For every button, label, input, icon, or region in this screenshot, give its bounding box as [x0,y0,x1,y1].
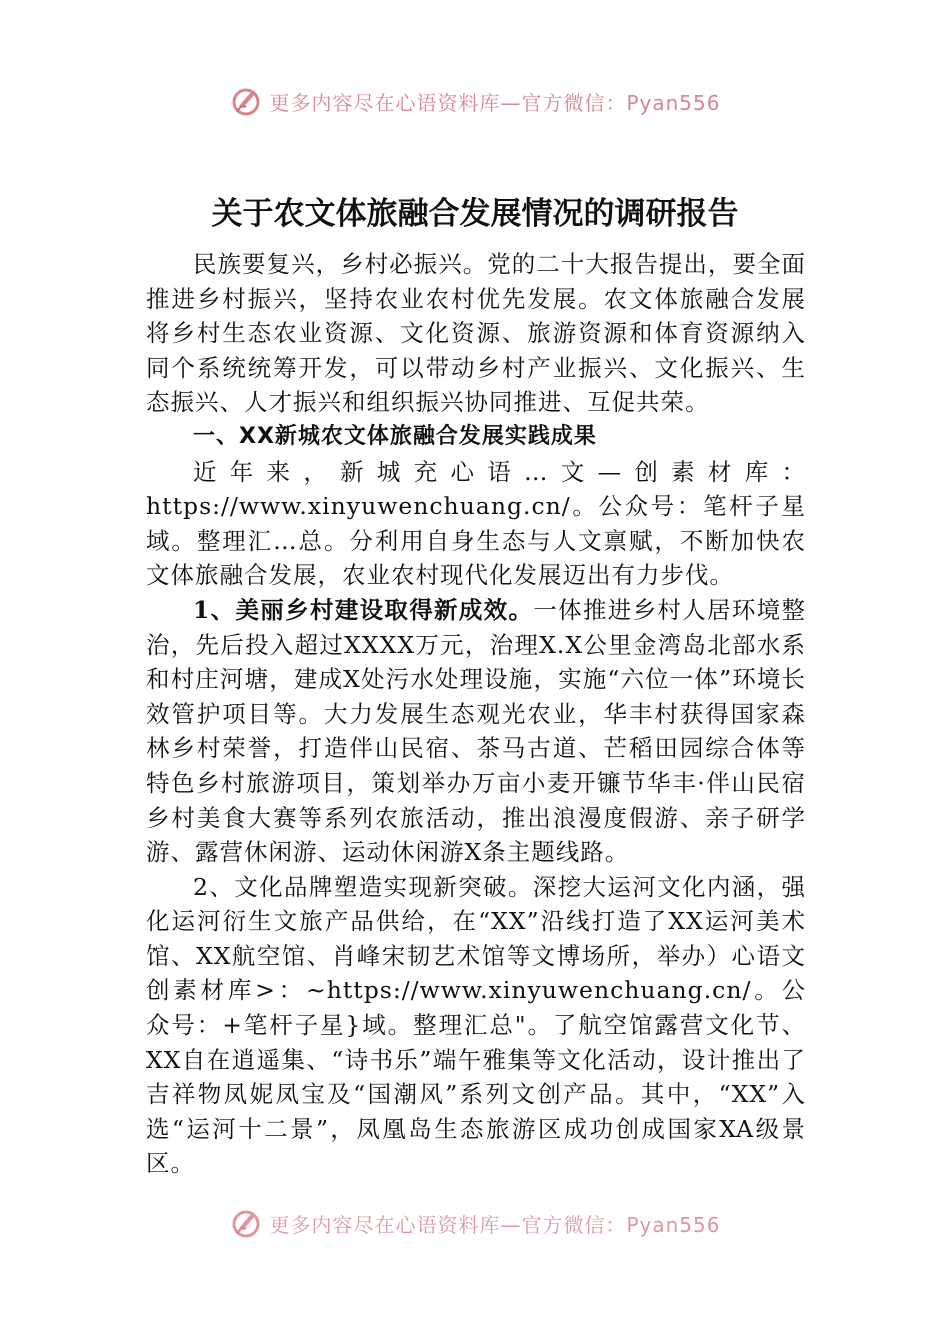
watermark-header [0,84,950,118]
document-body [146,247,806,1181]
document-title: 关于农文体旅融合发展情况的调研报告 [211,196,739,232]
paragraph-intro: 民族要复兴，乡村必振兴。党的二十大报告提出，要全面推进乡村振兴，坚持农业农村优先发展。农文体旅融合发展将乡村生态农业资源、文化资源、旅游资源和体育资源纳入同个系统统筹开发，可以带动乡村产业振兴、文化振兴、生态振兴、人才振兴和组织振兴协同推进、互促共荣。 [146,250,806,417]
brush-logo-icon [229,84,263,118]
watermark-text: 更多内容尽在心语资料库—官方微信：Pyan556 [269,1212,721,1237]
watermark-text: 更多内容尽在心语资料库—官方微信：Pyan556 [269,90,721,115]
paragraph-lead: 1、美丽乡村建设取得新成效。 [193,595,534,624]
paragraph-culture-brand: 2、文化品牌塑造实现新突破。深挖大运河文化内涵，强化运河衍生文旅产品供给，在“XX”沿线打造了XX运河美术馆、XX航空馆、肖峰宋韧艺术馆等文博场所，举办）心语文创素材库>：~https://www.xinyuwenchuang.cn/。公众号：+笔杆子星}域。整理汇总"。了航空馆露营文化节、XX自在逍遥集、“诗书乐”端午雅集等文化活动，设计推出了吉祥物凤妮凤宝及“国潮风”系列文创产品。其中，“XX”入选“运河十二景”，凤凰岛生态旅游区成功创成国家XA级景区。 [146,872,806,1178]
paragraph-rural-construction [146,593,806,870]
paragraph-body: 一体推进乡村人居环境整治，先后投入超过XXXX万元，治理X.X公里金湾岛北部水系和村庄河塘，建成X处污水处理设施，实施“六位一体”环境长效管护项目等。大力发展生态观光农业，华丰村获得国家森林乡村荣誉，打造伴山民宿、茶马古道、芒稻田园综合体等特色乡村旅游项目，策划举办万亩小麦开镰节华丰·伴山民宿乡村美食大赛等系列农旅活动，推出浪漫度假游、亲子研学游、露营休闲游、运动休闲游X条主题线路。 [146,595,806,867]
watermark-footer [0,1206,950,1240]
paragraph-achievements: 近年来，新城充心语…文—创素材库：https://www.xinyuwenchuang.cn/。公众号：笔杆子星域。整理汇…总。分利用自身生态与人文禀赋，不断加快农文体旅融合发展，农业农村现代化发展迈出有力步伐。 [146,457,806,590]
brush-logo-icon [229,1206,263,1240]
section-heading: 一、XX新城农文体旅融合发展实践成果 [193,423,597,449]
